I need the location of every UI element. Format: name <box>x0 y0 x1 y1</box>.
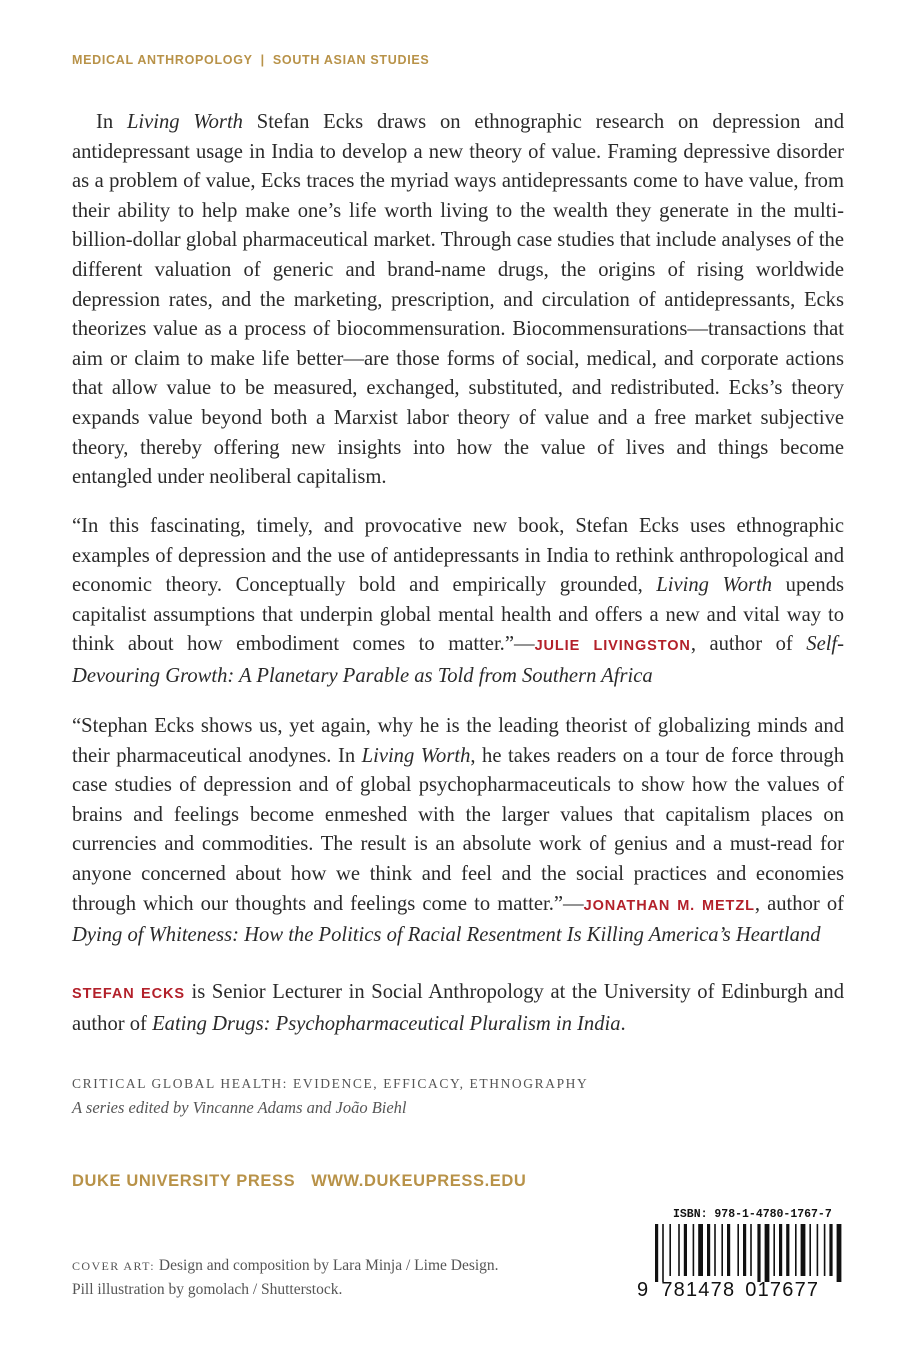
series-title: CRITICAL GLOBAL HEALTH: EVIDENCE, EFFICACY, ETHNOGRAPHY <box>72 1076 589 1091</box>
publisher <box>72 1172 526 1191</box>
endorser-name: JONATHAN M. METZL <box>583 897 755 914</box>
subject-categories <box>72 53 429 67</box>
barcode-bar <box>727 1224 730 1276</box>
barcode-bar <box>693 1224 695 1276</box>
barcode-bar <box>837 1224 842 1282</box>
isbn-label: ISBN: 978-1-4780-1767-7 <box>673 1208 832 1221</box>
barcode-bar <box>779 1224 782 1276</box>
cover-art-label: COVER ART: <box>72 1259 156 1273</box>
author-bio: STEFAN ECKS is Senior Lecturer in Social Anthropology at the University of Edinburgh and author of Eating Drugs: Psychopharmaceutical Pluralism in India. <box>72 981 845 1035</box>
publisher-name: DUKE UNIVERSITY PRESS <box>72 1172 296 1190</box>
endorser-book: Self-Devouring Growth: A Planetary Parable as Told from Southern Africa <box>72 633 845 687</box>
barcode-bar <box>684 1224 687 1276</box>
cover-credits: COVER ART: Design and composition by Lara Minja / Lime Design. Pill illustration by gomolach / Shutterstock. <box>72 1254 499 1302</box>
publisher-url: WWW.DUKEUPRESS.EDU <box>311 1172 527 1190</box>
barcode-bar <box>824 1224 826 1276</box>
endorsement-livingston: “In this fascinating, timely, and provocative new book, Stefan Ecks uses ethnographic examples of depression and the use of antidepressants in India to rethink anthropological and economic theory. Conceptually bold and empirically grounded, Living Worth upends capitalist assumptions that underpin global mental health and offers a new and vital way to think about how embodiment comes to matter.”—JULIE LIVINGSTON, author of Self-Devouring Growth: A Planetary Parable as Told from Southern Africa <box>72 515 845 687</box>
barcode-bar <box>714 1224 716 1276</box>
category-medical-anthropology: MEDICAL ANTHROPOLOGY <box>72 53 253 67</box>
barcode-bar <box>743 1224 746 1276</box>
book-title: Living Worth <box>126 111 243 133</box>
barcode-bar <box>721 1224 723 1276</box>
barcode-bar <box>773 1224 775 1276</box>
barcode-bar <box>809 1224 811 1276</box>
illustration-credit: Pill illustration by gomolach / Shutterstock. <box>72 1281 343 1298</box>
book-title: Living Worth <box>656 574 773 597</box>
author-name: STEFAN ECKS <box>72 986 185 1002</box>
barcode-bar <box>750 1224 752 1276</box>
barcode-bar <box>662 1224 664 1282</box>
barcode-bar <box>786 1224 789 1276</box>
barcode-bars <box>637 1224 845 1282</box>
category-south-asian-studies: SOUTH ASIAN STUDIES <box>272 53 430 67</box>
series-info <box>72 1072 588 1120</box>
book-description: In Living Worth Stefan Ecks draws on ethnographic research on depression and antidepressant usage in India to develop a new theory of value. Framing depressive disorder as a problem of value, Ecks traces the myriad ways antidepressants come to have value, from their ability to help make one’s life worth living to the wealth they generate in the multi-billion-dollar global pharmaceutical market. Through case studies that include analyses of the different valuation of generic and brand-name drugs, the origins of rising worldwide depression rates, and the marketing, prescription, and circulation of antidepressants, Ecks theorizes value as a process of biocommensuration. Biocommensurations—transactions that aim or claim to make life better—are those forms of social, medical, and corporate actions that allow value to be measured, exchanged, substituted, and redistributed. Ecks’s theory expands value beyond both a Marxist labor theory of value and a free market subjective theory, thereby offering new insights into how the value of lives and things become entangled under neoliberal capitalism. <box>72 111 844 489</box>
endorsement-metzl: “Stephan Ecks shows us, yet again, why he is the leading theorist of globalizing minds and their pharmaceutical anodynes. In Living Worth, he takes readers on a tour de force through case studies of depression and of global psychopharmaceuticals to show how the values of brains and feelings become enmeshed with the larger values that capitalism places on currencies and commodities. The result is an absolute work of genius and a must-read for anyone concerned about how we think and feel and the social practices and economies through which our thoughts and feelings come to matter.”—JONATHAN M. METZL, author of Dying of Whiteness: How the Politics of Racial Resentment Is Killing America’s Heartland <box>72 715 844 947</box>
barcode-bar <box>765 1224 770 1282</box>
series-editors: A series edited by Vincanne Adams and João Biehl <box>72 1098 407 1117</box>
endorser-name: JULIE LIVINGSTON <box>534 638 691 655</box>
barcode-bar <box>817 1224 819 1276</box>
ean-digits: 9 781478 017677 <box>637 1279 820 1301</box>
category-separator: | <box>260 53 265 67</box>
barcode-bar <box>737 1224 739 1276</box>
barcode-bar <box>678 1224 680 1276</box>
endorser-book: Dying of Whiteness: How the Politics of Racial Resentment Is Killing America’s Heartland <box>72 924 821 947</box>
barcode-bar <box>829 1224 832 1276</box>
barcode-bar <box>707 1224 710 1276</box>
barcode-bar <box>655 1224 658 1282</box>
barcode-bar <box>669 1224 671 1276</box>
barcode-bar <box>795 1224 797 1276</box>
author-previous-book: Eating Drugs: Psychopharmaceutical Pluralism in India <box>152 1012 621 1035</box>
barcode-bar <box>801 1224 806 1276</box>
book-title: Living Worth <box>361 744 471 767</box>
barcode-bar <box>698 1224 703 1276</box>
isbn-barcode <box>637 1208 845 1302</box>
barcode-bar <box>757 1224 760 1282</box>
